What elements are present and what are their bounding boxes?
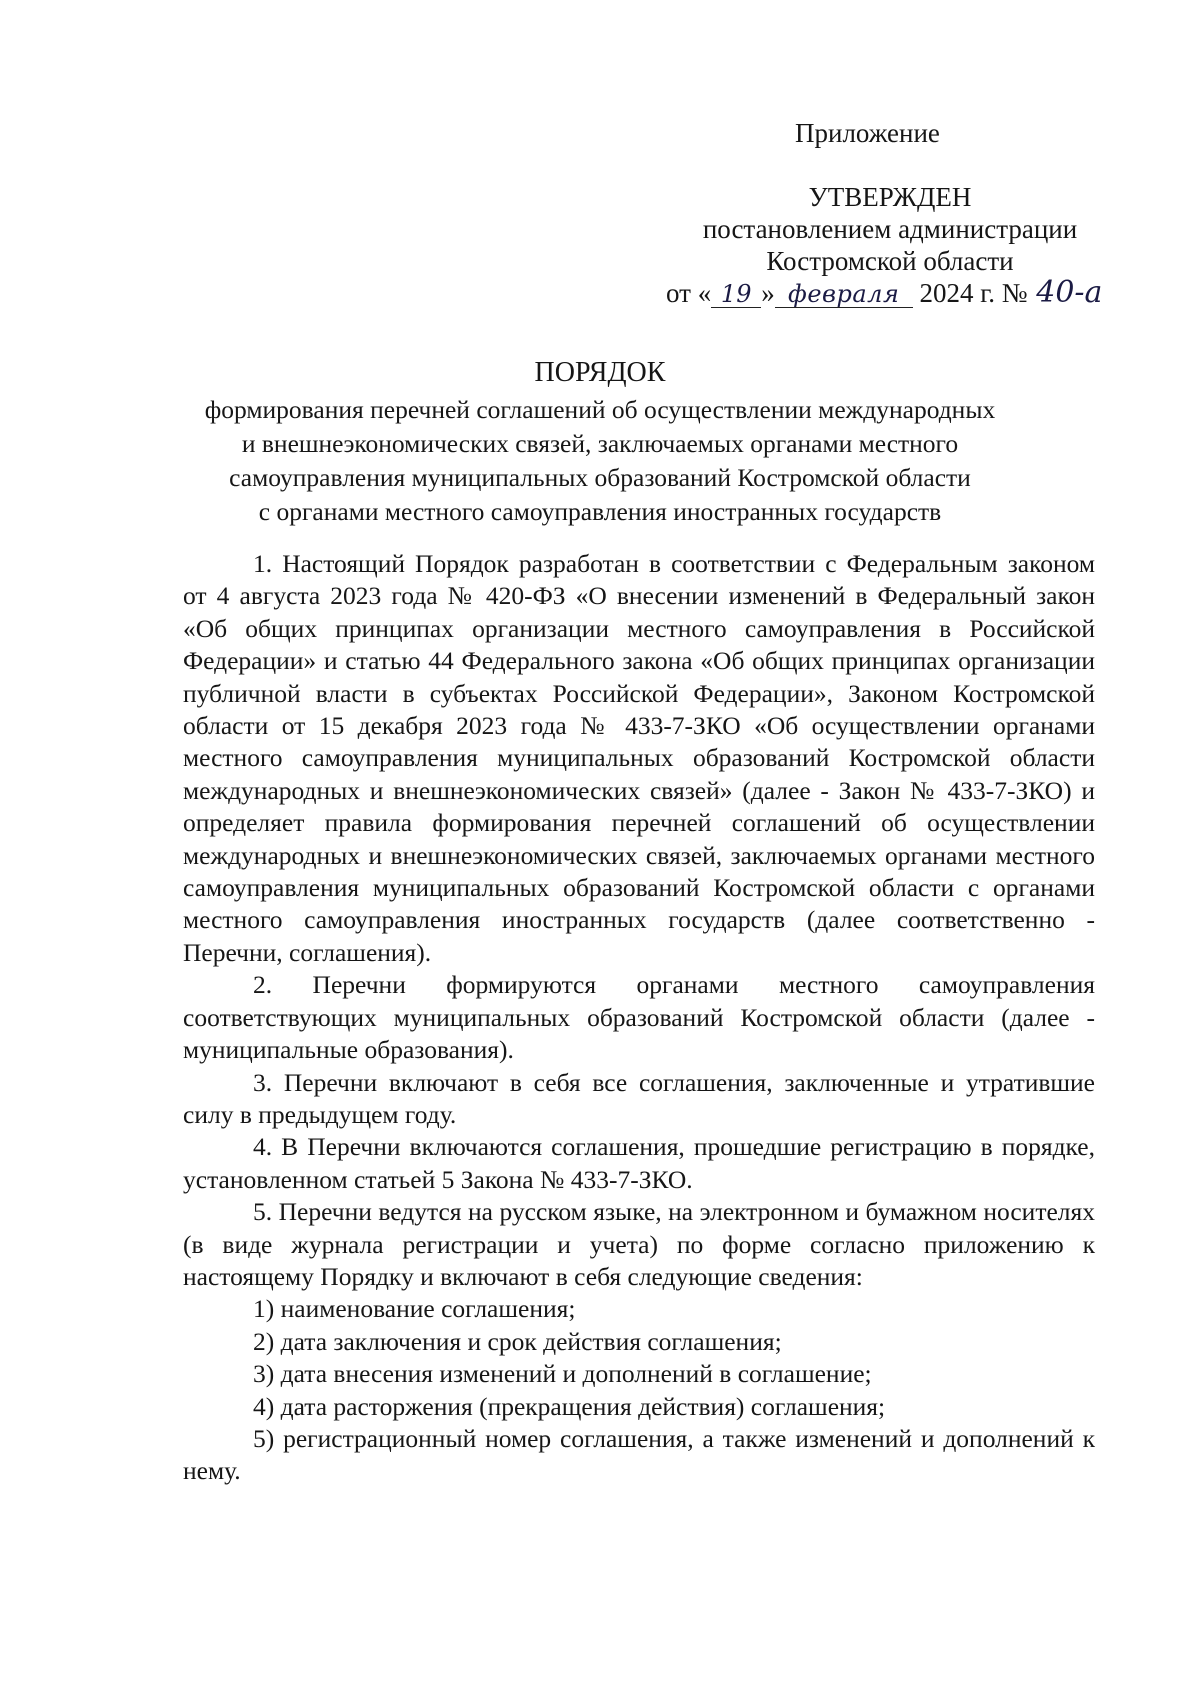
paragraph-1: 1. Настоящий Порядок разработан в соответствии с Федеральным законом от 4 августа 2023 года № 420-ФЗ «О внесении изменений в Федеральный закон «Об общих принципах организации местного самоуправления в Российской Федерации» и статью 44 Федерального закона «Об общих принципах организации публичной власти в субъектах Российской Федерации», Законом Костромской области от 15 декабря 2023 года № 433-7-ЗКО «Об осуществлении органами местного самоуправления муниципальных образований Костромской области международных и внешнеэкономических связей» (далее - Закон № 433-7-ЗКО) и определяет правила формирования перечней соглашений об осуществлении международных и внешнеэкономических связей, заключаемых органами местного самоуправления муниципальных образований Костромской области с органами местного самоуправления иностранных государств (далее соответственно - Перечни, соглашения). xyxy=(183,549,1095,967)
date-year: 2024 г. № xyxy=(912,278,1035,308)
handwritten-month: февраля xyxy=(775,281,913,308)
list-item: 4) дата расторжения (прекращения действия) соглашения; xyxy=(253,1391,886,1421)
paragraph-5: 5. Перечни ведутся на русском языке, на электронном и бумажном носителях (в виде журнала регистрации и учета) по форме согласно приложению к настоящему Порядку и включают в себя следующие сведения: xyxy=(183,1197,1095,1291)
approval-stamp-block xyxy=(640,181,1140,277)
subtitle-line: с органами местного самоуправления иностранных государств xyxy=(258,497,942,526)
document-title: ПОРЯДОК xyxy=(534,357,666,388)
document-body xyxy=(183,548,1095,1488)
paragraph-2: 2. Перечни формируются органами местного самоуправления соответствующих муниципальных образований Костромской области (далее - муниципальные образования). xyxy=(183,970,1095,1065)
handwritten-day: 19 xyxy=(711,281,761,308)
subtitle-line: формирования перечней соглашений об осуществлении международных xyxy=(204,395,996,424)
list-item: 2) дата заключения и срок действия соглашения; xyxy=(253,1326,782,1356)
approved-by-line-1: постановлением администрации xyxy=(702,214,1078,244)
decree-date-line xyxy=(666,275,1104,310)
handwritten-doc-number: 40-а xyxy=(1036,275,1103,310)
paragraph-3: 3. Перечни включают в себя все соглашения, заключенные и утратившие силу в предыдущем году. xyxy=(183,1067,1095,1129)
date-prefix: от « xyxy=(666,278,712,308)
date-quote-close: » xyxy=(761,278,775,308)
paragraph-4: 4. В Перечни включаются соглашения, прошедшие регистрацию в порядке, установленном статьей 5 Закона № 433-7-ЗКО. xyxy=(183,1132,1095,1194)
subtitle-line: и внешнеэкономических связей, заключаемых органами местного xyxy=(241,429,959,458)
appendix-label: Приложение xyxy=(795,118,940,148)
subtitle-line: самоуправления муниципальных образований Костромской области xyxy=(229,463,971,492)
list-item: 5) регистрационный номер соглашения, а также изменений и дополнений к нему. xyxy=(183,1423,1095,1486)
list-item: 3) дата внесения изменений и дополнений в соглашение; xyxy=(253,1359,872,1389)
approved-by-line-2: Костромской области xyxy=(766,246,1014,276)
approved-heading: УТВЕРЖДЕН xyxy=(808,182,972,212)
document-subtitle xyxy=(170,393,1030,529)
list-item: 1) наименование соглашения; xyxy=(253,1294,576,1324)
